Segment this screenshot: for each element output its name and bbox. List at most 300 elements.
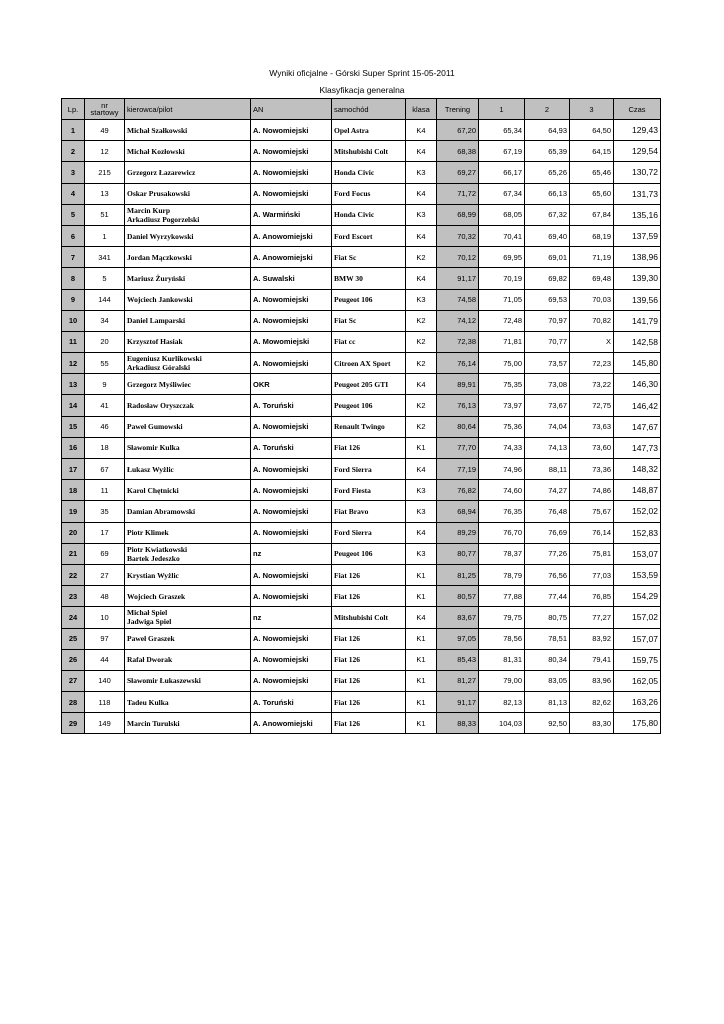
driver-name: Arkadiusz Pogorzelski [127, 214, 200, 224]
cell-klasa: K2 [406, 395, 437, 416]
table-row [62, 564, 661, 585]
cell-klasa: K2 [406, 247, 437, 268]
cell-samochod: Fiat Sc [332, 247, 406, 268]
cell-an: A. Nowomiejski [251, 353, 332, 374]
driver-name: Arkadiusz Góralski [127, 363, 191, 373]
cell-czas: 163,26 [614, 692, 661, 713]
cell-kierowca [125, 183, 251, 204]
header-run-1: 1 [479, 99, 525, 120]
cell-run-1: 82,13 [479, 692, 525, 713]
cell-lp: 3 [62, 162, 85, 183]
table-row [62, 670, 661, 691]
cell-run-1: 71,81 [479, 331, 525, 352]
cell-lp: 7 [62, 247, 85, 268]
driver-name: Daniel Wyrzykowski [127, 231, 194, 241]
cell-lp: 13 [62, 374, 85, 395]
cell-samochod: Fiat Sc [332, 310, 406, 331]
cell-run-2: 74,13 [525, 437, 570, 458]
cell-an: A. Nowomiejski [251, 564, 332, 585]
table-row [62, 225, 661, 246]
cell-samochod: Fiat 126 [332, 586, 406, 607]
cell-kierowca [125, 268, 251, 289]
cell-nr-startowy: 140 [85, 670, 125, 691]
cell-samochod: Peugeot 106 [332, 543, 406, 564]
cell-samochod: Fiat cc [332, 331, 406, 352]
cell-lp: 23 [62, 586, 85, 607]
cell-klasa: K3 [406, 289, 437, 310]
cell-run-1: 69,95 [479, 247, 525, 268]
cell-nr-startowy: 67 [85, 459, 125, 480]
cell-run-3: 73,60 [570, 437, 614, 458]
cell-nr-startowy: 118 [85, 692, 125, 713]
cell-an: A. Toruński [251, 437, 332, 458]
cell-samochod: Peugeot 106 [332, 289, 406, 310]
cell-trening: 81,25 [437, 564, 479, 585]
cell-an: A. Nowomiejski [251, 628, 332, 649]
cell-lp: 28 [62, 692, 85, 713]
driver-name: Łukasz Wyżlic [127, 464, 174, 474]
cell-trening: 77,70 [437, 437, 479, 458]
cell-nr-startowy: 49 [85, 120, 125, 141]
cell-run-1: 79,00 [479, 670, 525, 691]
cell-lp: 5 [62, 204, 85, 225]
cell-lp: 9 [62, 289, 85, 310]
cell-czas: 159,75 [614, 649, 661, 670]
cell-trening: 76,13 [437, 395, 479, 416]
table-row [62, 586, 661, 607]
cell-trening: 68,38 [437, 141, 479, 162]
cell-czas: 153,07 [614, 543, 661, 564]
cell-kierowca [125, 459, 251, 480]
table-row [62, 183, 661, 204]
cell-nr-startowy: 11 [85, 480, 125, 501]
cell-an: nz [251, 607, 332, 628]
cell-lp: 25 [62, 628, 85, 649]
cell-run-1: 76,70 [479, 522, 525, 543]
cell-kierowca [125, 713, 251, 734]
cell-kierowca [125, 501, 251, 522]
cell-czas: 130,72 [614, 162, 661, 183]
cell-kierowca [125, 310, 251, 331]
cell-klasa: K3 [406, 501, 437, 522]
document-title: Wyniki oficjalne - Górski Super Sprint 15-05-2011 [269, 68, 455, 78]
cell-nr-startowy: 1 [85, 225, 125, 246]
cell-run-3: 67,84 [570, 204, 614, 225]
cell-run-3: 83,96 [570, 670, 614, 691]
cell-kierowca [125, 247, 251, 268]
driver-name: Tadeu Kulka [127, 697, 169, 707]
cell-an: A. Nowomiejski [251, 162, 332, 183]
cell-czas: 137,59 [614, 225, 661, 246]
driver-name: Jadwiga Spiel [127, 617, 172, 627]
table-row [62, 692, 661, 713]
cell-samochod: Ford Sierra [332, 459, 406, 480]
cell-trening: 72,38 [437, 331, 479, 352]
driver-name: Sławomir Kulka [127, 443, 180, 453]
cell-kierowca [125, 543, 251, 564]
cell-lp: 1 [62, 120, 85, 141]
cell-run-2: 65,39 [525, 141, 570, 162]
cell-run-3: 64,50 [570, 120, 614, 141]
cell-an: OKR [251, 374, 332, 395]
cell-run-3: 79,41 [570, 649, 614, 670]
cell-an: A. Toruński [251, 692, 332, 713]
cell-trening: 69,27 [437, 162, 479, 183]
table-row [62, 353, 661, 374]
cell-nr-startowy: 18 [85, 437, 125, 458]
cell-an: A. Warmiński [251, 204, 332, 225]
cell-czas: 153,59 [614, 564, 661, 585]
cell-klasa: K1 [406, 713, 437, 734]
table-row [62, 141, 661, 162]
cell-run-2: 78,51 [525, 628, 570, 649]
cell-trening: 74,12 [437, 310, 479, 331]
cell-klasa: K4 [406, 459, 437, 480]
driver-name: Wojciech Jankowski [127, 295, 193, 305]
cell-kierowca [125, 395, 251, 416]
cell-run-3: 74,86 [570, 480, 614, 501]
cell-run-2: 64,93 [525, 120, 570, 141]
cell-run-2: 73,57 [525, 353, 570, 374]
cell-klasa: K2 [406, 310, 437, 331]
table-row [62, 437, 661, 458]
table-row [62, 374, 661, 395]
cell-samochod: Fiat 126 [332, 692, 406, 713]
table-row [62, 310, 661, 331]
cell-run-1: 65,34 [479, 120, 525, 141]
cell-run-2: 69,40 [525, 225, 570, 246]
cell-run-3: 72,23 [570, 353, 614, 374]
cell-czas: 175,80 [614, 713, 661, 734]
cell-run-2: 74,04 [525, 416, 570, 437]
cell-klasa: K4 [406, 120, 437, 141]
cell-trening: 88,33 [437, 713, 479, 734]
cell-an: A. Nowomiejski [251, 120, 332, 141]
cell-run-3: 76,14 [570, 522, 614, 543]
cell-kierowca [125, 437, 251, 458]
cell-run-3: 69,48 [570, 268, 614, 289]
cell-czas: 162,05 [614, 670, 661, 691]
cell-samochod: Fiat 126 [332, 670, 406, 691]
cell-trening: 81,27 [437, 670, 479, 691]
cell-nr-startowy: 341 [85, 247, 125, 268]
cell-run-3: 70,03 [570, 289, 614, 310]
header-an: AN [251, 99, 332, 120]
cell-klasa: K1 [406, 628, 437, 649]
cell-nr-startowy: 35 [85, 501, 125, 522]
cell-run-1: 67,34 [479, 183, 525, 204]
cell-czas: 129,43 [614, 120, 661, 141]
cell-run-3: 76,85 [570, 586, 614, 607]
cell-run-2: 80,75 [525, 607, 570, 628]
cell-samochod: Ford Escort [332, 225, 406, 246]
driver-name: Grzegorz Łazarewicz [127, 167, 196, 177]
header-nr-line2: startowy [90, 108, 119, 117]
table-row [62, 607, 661, 628]
cell-trening: 67,20 [437, 120, 479, 141]
cell-kierowca [125, 353, 251, 374]
cell-trening: 80,64 [437, 416, 479, 437]
cell-samochod: Mitshubishi Colt [332, 141, 406, 162]
driver-name: Marcin Turulski [127, 718, 180, 728]
cell-samochod: Fiat 126 [332, 649, 406, 670]
cell-nr-startowy: 17 [85, 522, 125, 543]
driver-name: Mariusz Żuryński [127, 273, 186, 283]
cell-an: A. Nowomiejski [251, 289, 332, 310]
cell-nr-startowy: 46 [85, 416, 125, 437]
header-nr-startowy [85, 99, 125, 120]
cell-czas: 142,58 [614, 331, 661, 352]
cell-klasa: K1 [406, 586, 437, 607]
cell-nr-startowy: 69 [85, 543, 125, 564]
cell-trening: 91,17 [437, 268, 479, 289]
cell-trening: 70,32 [437, 225, 479, 246]
cell-run-3: 65,46 [570, 162, 614, 183]
cell-klasa: K1 [406, 564, 437, 585]
cell-czas: 152,83 [614, 522, 661, 543]
cell-run-1: 74,60 [479, 480, 525, 501]
cell-run-1: 75,00 [479, 353, 525, 374]
cell-czas: 154,29 [614, 586, 661, 607]
cell-trening: 89,91 [437, 374, 479, 395]
cell-klasa: K1 [406, 649, 437, 670]
cell-kierowca [125, 692, 251, 713]
cell-run-2: 76,48 [525, 501, 570, 522]
driver-name: Oskar Prusakowski [127, 189, 191, 199]
cell-trening: 68,99 [437, 204, 479, 225]
table-row [62, 543, 661, 564]
cell-czas: 146,42 [614, 395, 661, 416]
cell-an: A. Nowomiejski [251, 480, 332, 501]
cell-klasa: K2 [406, 331, 437, 352]
cell-samochod: Honda Civic [332, 204, 406, 225]
cell-nr-startowy: 144 [85, 289, 125, 310]
cell-trening: 77,19 [437, 459, 479, 480]
cell-klasa: K4 [406, 268, 437, 289]
cell-run-3: 71,19 [570, 247, 614, 268]
cell-lp: 27 [62, 670, 85, 691]
table-row [62, 247, 661, 268]
cell-run-3: 73,22 [570, 374, 614, 395]
cell-samochod: Ford Focus [332, 183, 406, 204]
cell-run-2: 66,13 [525, 183, 570, 204]
table-row [62, 649, 661, 670]
cell-samochod: Peugeot 106 [332, 395, 406, 416]
cell-kierowca [125, 586, 251, 607]
cell-trening: 91,17 [437, 692, 479, 713]
cell-nr-startowy: 97 [85, 628, 125, 649]
cell-an: A. Nowomiejski [251, 522, 332, 543]
cell-lp: 11 [62, 331, 85, 352]
cell-run-1: 76,35 [479, 501, 525, 522]
cell-run-3: 65,60 [570, 183, 614, 204]
cell-trening: 71,72 [437, 183, 479, 204]
cell-kierowca [125, 649, 251, 670]
cell-samochod: Fiat 126 [332, 628, 406, 649]
cell-run-1: 71,05 [479, 289, 525, 310]
driver-name: Grzegorz Myśliwiec [127, 379, 191, 389]
driver-name: Radosław Oryszczak [127, 401, 194, 411]
table-row [62, 459, 661, 480]
table-row [62, 628, 661, 649]
results-table [61, 98, 661, 734]
cell-kierowca [125, 141, 251, 162]
cell-lp: 12 [62, 353, 85, 374]
cell-nr-startowy: 51 [85, 204, 125, 225]
cell-czas: 135,16 [614, 204, 661, 225]
cell-run-1: 70,41 [479, 225, 525, 246]
cell-nr-startowy: 20 [85, 331, 125, 352]
cell-run-3: 77,27 [570, 607, 614, 628]
cell-lp: 10 [62, 310, 85, 331]
cell-kierowca [125, 628, 251, 649]
cell-run-1: 74,96 [479, 459, 525, 480]
cell-samochod: Ford Sierra [332, 522, 406, 543]
cell-trening: 76,14 [437, 353, 479, 374]
cell-run-2: 83,05 [525, 670, 570, 691]
cell-run-1: 79,75 [479, 607, 525, 628]
driver-name: Damian Abramowski [127, 506, 196, 516]
header-kierowca: kierowca/pilot [125, 99, 251, 120]
cell-run-3: 75,67 [570, 501, 614, 522]
cell-czas: 129,54 [614, 141, 661, 162]
cell-klasa: K4 [406, 374, 437, 395]
driver-name: Wojciech Graszek [127, 591, 186, 601]
cell-nr-startowy: 44 [85, 649, 125, 670]
table-row [62, 522, 661, 543]
cell-run-1: 68,05 [479, 204, 525, 225]
cell-nr-startowy: 34 [85, 310, 125, 331]
cell-run-2: 70,77 [525, 331, 570, 352]
cell-run-1: 78,56 [479, 628, 525, 649]
driver-name: Paweł Gumowski [127, 422, 183, 432]
cell-run-2: 65,26 [525, 162, 570, 183]
cell-czas: 157,02 [614, 607, 661, 628]
cell-nr-startowy: 5 [85, 268, 125, 289]
cell-samochod: Fiat Bravo [332, 501, 406, 522]
cell-lp: 19 [62, 501, 85, 522]
cell-an: A. Nowomiejski [251, 459, 332, 480]
cell-lp: 4 [62, 183, 85, 204]
cell-run-2: 76,69 [525, 522, 570, 543]
cell-nr-startowy: 9 [85, 374, 125, 395]
driver-name: Paweł Graszek [127, 634, 175, 644]
cell-trening: 83,67 [437, 607, 479, 628]
cell-run-1: 67,19 [479, 141, 525, 162]
table-row [62, 480, 661, 501]
cell-klasa: K4 [406, 141, 437, 162]
cell-lp: 6 [62, 225, 85, 246]
cell-run-1: 77,88 [479, 586, 525, 607]
table-row [62, 713, 661, 734]
cell-an: A. Nowomiejski [251, 586, 332, 607]
cell-samochod: Citroen AX Sport [332, 353, 406, 374]
cell-an: nz [251, 543, 332, 564]
cell-czas: 138,96 [614, 247, 661, 268]
cell-kierowca [125, 480, 251, 501]
driver-name: Daniel Lamparski [127, 316, 186, 326]
cell-nr-startowy: 41 [85, 395, 125, 416]
cell-run-2: 77,26 [525, 543, 570, 564]
cell-czas: 147,67 [614, 416, 661, 437]
cell-klasa: K3 [406, 543, 437, 564]
cell-run-1: 81,31 [479, 649, 525, 670]
cell-czas: 148,32 [614, 459, 661, 480]
driver-name: Karol Chętnicki [127, 485, 179, 495]
table-row [62, 501, 661, 522]
driver-name: Rafał Dworak [127, 655, 173, 665]
cell-klasa: K4 [406, 522, 437, 543]
cell-kierowca [125, 607, 251, 628]
cell-run-2: 70,97 [525, 310, 570, 331]
cell-run-2: 67,32 [525, 204, 570, 225]
cell-czas: 146,30 [614, 374, 661, 395]
cell-nr-startowy: 215 [85, 162, 125, 183]
cell-run-1: 74,33 [479, 437, 525, 458]
cell-run-3: 72,75 [570, 395, 614, 416]
cell-czas: 152,02 [614, 501, 661, 522]
cell-trening: 97,05 [437, 628, 479, 649]
cell-klasa: K1 [406, 692, 437, 713]
cell-an: A. Nowomiejski [251, 310, 332, 331]
cell-trening: 74,58 [437, 289, 479, 310]
header-klasa: klasa [406, 99, 437, 120]
cell-kierowca [125, 670, 251, 691]
cell-run-3: 83,30 [570, 713, 614, 734]
cell-an: A. Nowomiejski [251, 501, 332, 522]
cell-an: A. Anowomiejski [251, 247, 332, 268]
cell-an: A. Suwalski [251, 268, 332, 289]
cell-run-3: 77,03 [570, 564, 614, 585]
table-row [62, 395, 661, 416]
table-row [62, 268, 661, 289]
cell-klasa: K4 [406, 607, 437, 628]
cell-run-2: 77,44 [525, 586, 570, 607]
cell-kierowca [125, 225, 251, 246]
cell-klasa: K4 [406, 183, 437, 204]
cell-samochod: Honda Civic [332, 162, 406, 183]
cell-samochod: Fiat 126 [332, 713, 406, 734]
cell-an: A. Nowomiejski [251, 416, 332, 437]
cell-lp: 20 [62, 522, 85, 543]
cell-kierowca [125, 162, 251, 183]
cell-run-2: 69,53 [525, 289, 570, 310]
cell-nr-startowy: 55 [85, 353, 125, 374]
cell-samochod: Fiat 126 [332, 564, 406, 585]
cell-an: A. Anowomiejski [251, 225, 332, 246]
cell-nr-startowy: 48 [85, 586, 125, 607]
cell-nr-startowy: 12 [85, 141, 125, 162]
cell-klasa: K1 [406, 437, 437, 458]
cell-lp: 16 [62, 437, 85, 458]
cell-lp: 18 [62, 480, 85, 501]
cell-run-2: 80,34 [525, 649, 570, 670]
driver-name: Piotr Kwiatkowski [127, 544, 188, 554]
cell-trening: 80,57 [437, 586, 479, 607]
table-row [62, 162, 661, 183]
cell-run-1: 75,36 [479, 416, 525, 437]
cell-trening: 70,12 [437, 247, 479, 268]
cell-trening: 85,43 [437, 649, 479, 670]
driver-name: Marcin Kurp [127, 205, 170, 215]
cell-samochod: Fiat 126 [332, 437, 406, 458]
cell-run-3: 75,81 [570, 543, 614, 564]
cell-an: A. Toruński [251, 395, 332, 416]
cell-lp: 29 [62, 713, 85, 734]
header-run-2: 2 [525, 99, 570, 120]
cell-run-3: 83,92 [570, 628, 614, 649]
cell-czas: 139,56 [614, 289, 661, 310]
